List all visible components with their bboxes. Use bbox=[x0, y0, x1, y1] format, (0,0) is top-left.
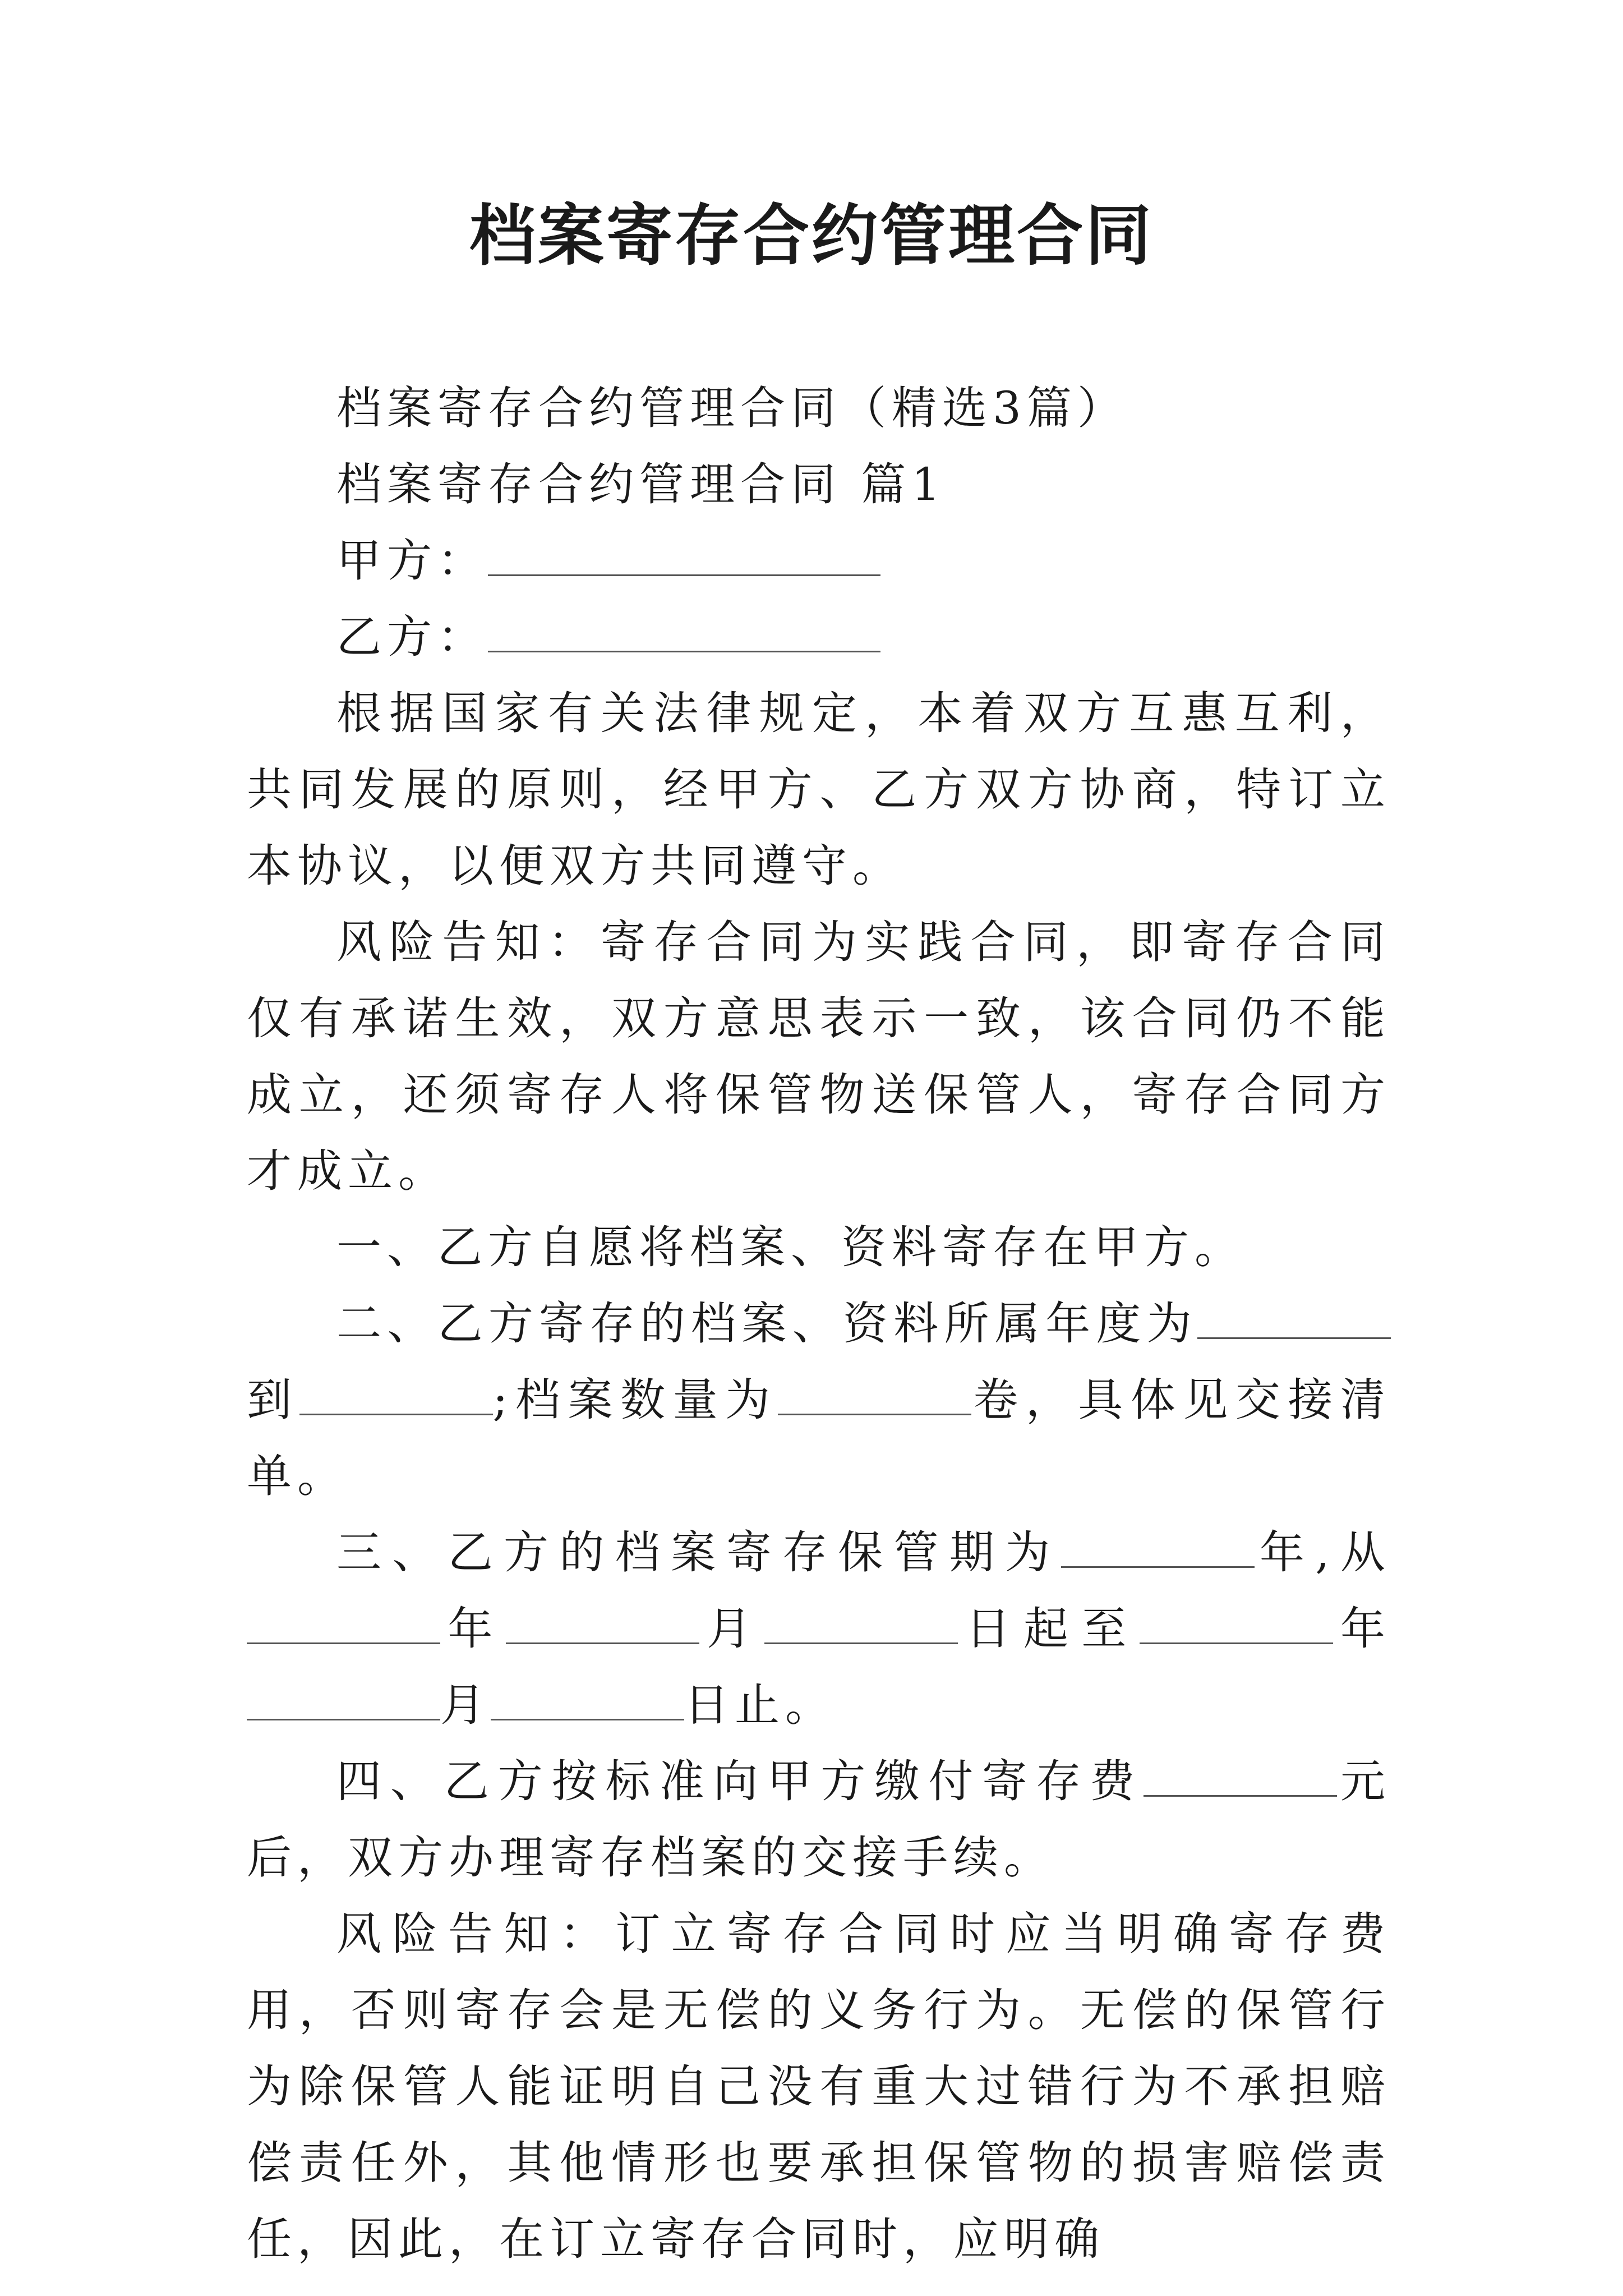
clause-2-text-d: 卷，具体见交接清单。 bbox=[247, 1374, 1391, 1502]
end-year-blank[interactable] bbox=[1140, 1603, 1333, 1644]
document-title: 档案寄存合约管理合同 bbox=[469, 196, 1154, 274]
year-from-blank[interactable] bbox=[1197, 1298, 1391, 1339]
party-a-blank[interactable] bbox=[488, 535, 880, 576]
clause-3-text-f: 年 bbox=[1332, 1603, 1391, 1655]
clause-4 bbox=[247, 1743, 1391, 1896]
document-subtitle: 档案寄存合约管理合同（精选3篇） bbox=[336, 382, 1128, 434]
start-month-blank[interactable] bbox=[506, 1603, 699, 1644]
risk-notice-1: 风险告知：寄存合同为实践合同，即寄存合同仅有承诺生效，双方意思表示一致，该合同仍不能成立，还须寄存人将保管物送保管人，寄存合同方才成立。 bbox=[247, 916, 1391, 1197]
end-month-blank[interactable] bbox=[247, 1680, 440, 1720]
party-a-label: 甲方： bbox=[336, 535, 488, 587]
clause-3-text-e: 日起至 bbox=[958, 1603, 1140, 1655]
party-b-line bbox=[247, 599, 1391, 675]
start-year-blank[interactable] bbox=[247, 1603, 440, 1644]
clause-2 bbox=[247, 1286, 1391, 1515]
risk-notice-2: 风险告知：订立寄存合同时应当明确寄存费用，否则寄存会是无偿的义务行为。无偿的保管行为除保管人能证明自己没有重大过错行为不承担赔偿责任外，其他情形也要承担保管物的损害赔偿责任，因此，在订立寄存合同时，应明确 bbox=[247, 1908, 1391, 2265]
clause-2-text-c: ;档案数量为 bbox=[492, 1374, 778, 1426]
clause-3-text-c: 年 bbox=[440, 1603, 506, 1655]
document-body bbox=[247, 370, 1391, 2277]
clause-4-text-b: 元后，双方办理寄存档案的交接手续。 bbox=[247, 1755, 1391, 1884]
fee-blank[interactable] bbox=[1144, 1756, 1337, 1797]
period-years-blank[interactable] bbox=[1061, 1527, 1255, 1568]
clause-3 bbox=[247, 1515, 1391, 1743]
clause-2-text-a: 二、乙方寄存的档案、资料所属年度为 bbox=[336, 1297, 1197, 1350]
party-a-line bbox=[247, 523, 1391, 599]
clause-4-text-a: 四、乙方按标准向甲方缴付寄存费 bbox=[336, 1755, 1144, 1807]
clause-3-text-d: 月 bbox=[699, 1603, 765, 1655]
clause-2-text-b: 到 bbox=[247, 1374, 299, 1426]
year-to-blank[interactable] bbox=[299, 1374, 493, 1415]
start-day-blank[interactable] bbox=[764, 1603, 958, 1644]
quantity-blank[interactable] bbox=[778, 1374, 971, 1415]
clause-1: 一、乙方自愿将档案、资料寄存在甲方。 bbox=[336, 1221, 1245, 1273]
clause-3-text-g: 月 bbox=[440, 1679, 491, 1731]
clause-3-text-b: 年,从 bbox=[1254, 1526, 1391, 1579]
clause-3-text-h: 日止。 bbox=[684, 1679, 836, 1731]
end-day-blank[interactable] bbox=[491, 1680, 684, 1720]
party-b-label: 乙方： bbox=[336, 611, 488, 663]
party-b-blank[interactable] bbox=[488, 611, 880, 652]
intro-paragraph: 根据国家有关法律规定，本着双方互惠互利，共同发展的原则，经甲方、乙方双方协商，特订立本协议，以便双方共同遵守。 bbox=[247, 687, 1391, 892]
clause-3-text-a: 三、乙方的档案寄存保管期为 bbox=[336, 1526, 1061, 1579]
section-heading: 档案寄存合约管理合同 篇1 bbox=[336, 458, 946, 510]
